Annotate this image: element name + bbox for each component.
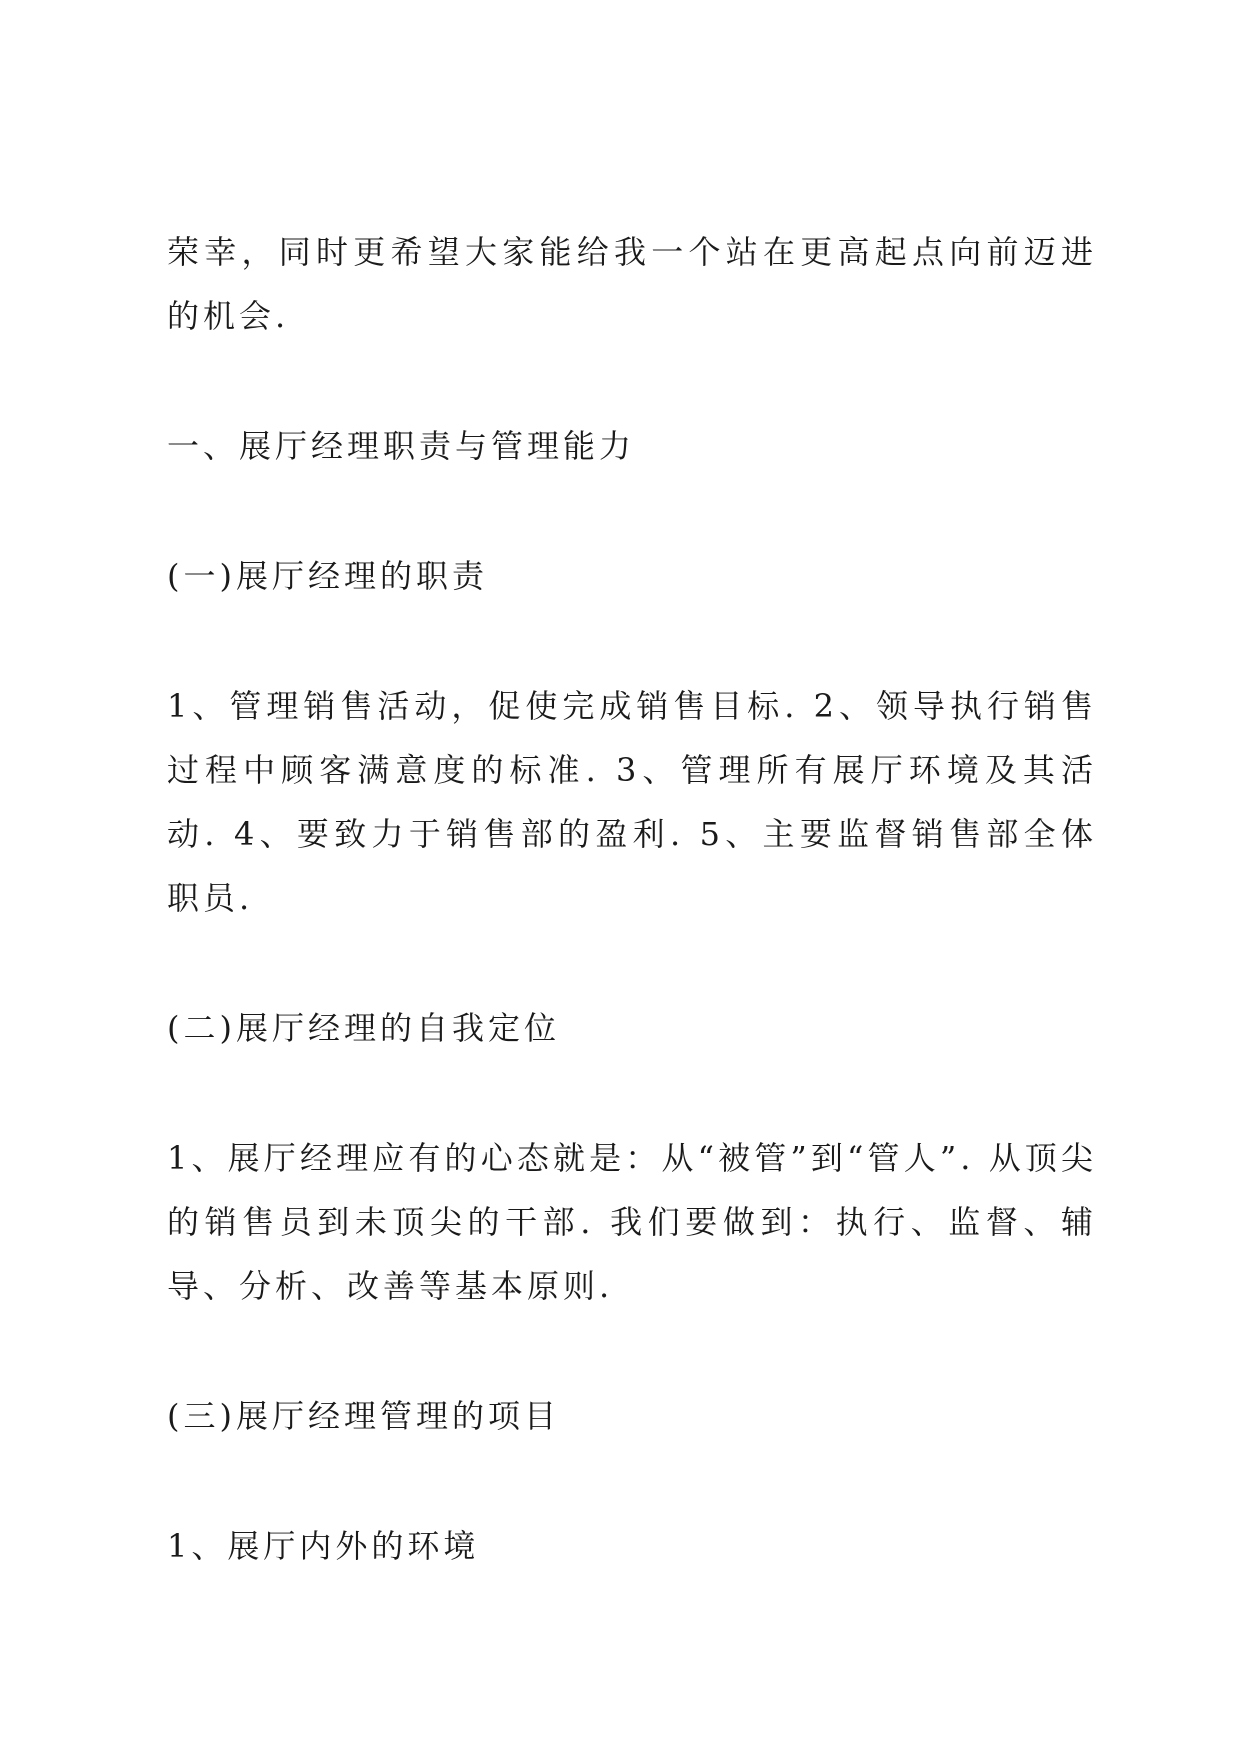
paragraph-continuation: 荣幸，同时更希望大家能给我一个站在更高起点向前迈进的机会.: [167, 233, 1097, 335]
subsection-heading-items: (三)展厅经理管理的项目: [167, 1397, 560, 1435]
paragraph-spacer: [167, 348, 1097, 414]
paragraph-spacer: [167, 478, 1097, 544]
paragraph-spacer: [167, 608, 1097, 674]
paragraph-environment: 1、展厅内外的环境: [167, 1527, 480, 1565]
section-heading-1: 一、展厅经理职责与管理能力: [167, 427, 636, 465]
paragraph-spacer: [167, 1318, 1097, 1384]
document-body: [167, 220, 1097, 1578]
paragraph-mindset: 1、展厅经理应有的心态就是：从“被管”到“管人”. 从顶尖的销售员到未顶尖的干部. 我们要做到：执行、监督、辅导、分析、改善等基本原则.: [167, 1139, 1097, 1305]
subsection-heading-duties: (一)展厅经理的职责: [167, 557, 488, 595]
paragraph-spacer: [167, 1060, 1097, 1126]
paragraph-spacer: [167, 930, 1097, 996]
paragraph-spacer: [167, 1448, 1097, 1514]
subsection-heading-positioning: (二)展厅经理的自我定位: [167, 1009, 560, 1047]
paragraph-duties-list: 1、管理销售活动，促使完成销售目标. 2、领导执行销售过程中顾客满意度的标准. 3、管理所有展厅环境及其活动. 4、要致力于销售部的盈利. 5、主要监督销售部全体职员.: [167, 687, 1097, 917]
